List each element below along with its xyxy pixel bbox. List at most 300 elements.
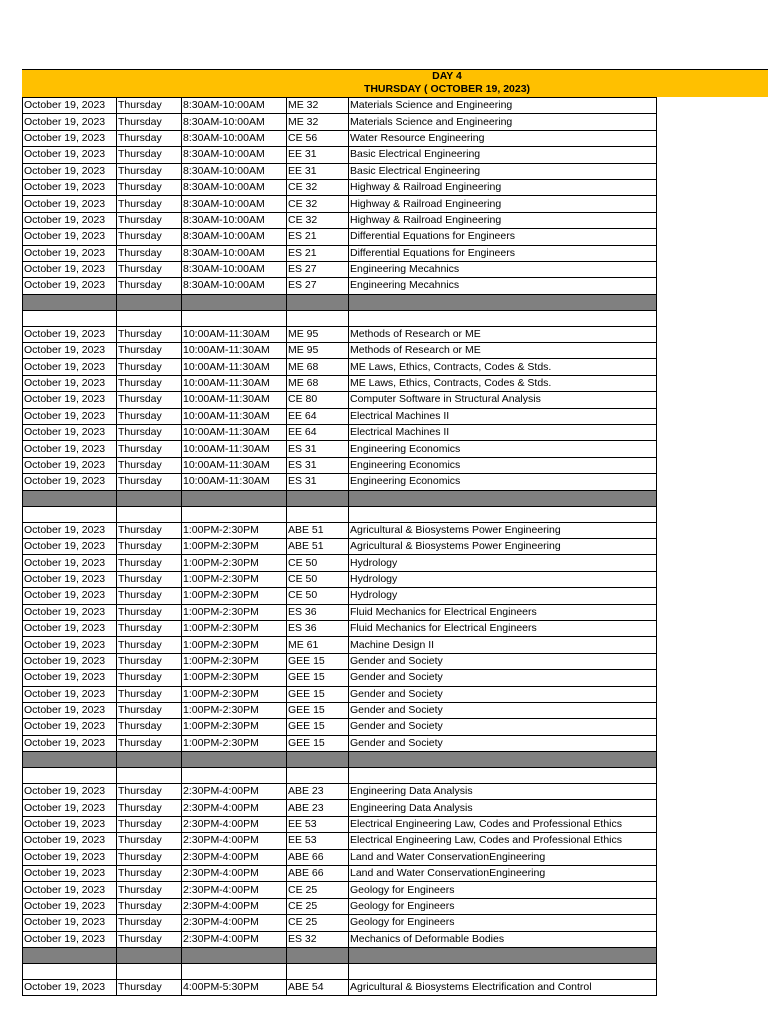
time-cell: 8:30AM-10:00AM [182, 261, 287, 277]
course-code-cell: CE 25 [287, 915, 349, 931]
date-cell: October 19, 2023 [23, 571, 117, 587]
course-code-cell: CE 50 [287, 588, 349, 604]
course-code-cell: ME 68 [287, 359, 349, 375]
table-row [23, 588, 657, 604]
course-title-cell: Fluid Mechanics for Electrical Engineers [349, 620, 657, 636]
separator-cell [117, 947, 182, 963]
table-row [23, 98, 657, 114]
course-title-cell: Machine Design II [349, 637, 657, 653]
day-cell: Thursday [117, 833, 182, 849]
separator-cell [117, 752, 182, 768]
time-cell: 1:00PM-2:30PM [182, 670, 287, 686]
separator-row [23, 947, 657, 963]
day-cell: Thursday [117, 637, 182, 653]
course-title-cell: ME Laws, Ethics, Contracts, Codes & Stds. [349, 359, 657, 375]
table-row [23, 326, 657, 342]
time-cell: 10:00AM-11:30AM [182, 392, 287, 408]
time-cell: 1:00PM-2:30PM [182, 555, 287, 571]
course-title-cell: Materials Science and Engineering [349, 114, 657, 130]
separator-cell [23, 752, 117, 768]
time-cell: 10:00AM-11:30AM [182, 425, 287, 441]
schedule-table [22, 97, 657, 996]
date-cell: October 19, 2023 [23, 882, 117, 898]
table-row [23, 522, 657, 538]
time-cell: 10:00AM-11:30AM [182, 408, 287, 424]
table-row [23, 441, 657, 457]
course-code-cell: ES 31 [287, 457, 349, 473]
course-code-cell: ES 36 [287, 604, 349, 620]
course-title-cell: Land and Water ConservationEngineering [349, 866, 657, 882]
day-cell: Thursday [117, 702, 182, 718]
day-cell: Thursday [117, 114, 182, 130]
course-code-cell: ME 61 [287, 637, 349, 653]
course-code-cell: ABE 51 [287, 522, 349, 538]
course-title-cell: Agricultural & Biosystems Power Engineering [349, 538, 657, 554]
course-title-cell: Agricultural & Biosystems Electrification and Control [349, 979, 657, 995]
day-header [22, 69, 768, 97]
date-cell: October 19, 2023 [23, 425, 117, 441]
course-title-cell: Materials Science and Engineering [349, 98, 657, 114]
date-cell: October 19, 2023 [23, 343, 117, 359]
empty-cell [117, 963, 182, 979]
separator-row [23, 490, 657, 506]
date-cell: October 19, 2023 [23, 784, 117, 800]
course-code-cell: ABE 54 [287, 979, 349, 995]
date-cell: October 19, 2023 [23, 849, 117, 865]
separator-cell [349, 947, 657, 963]
time-cell: 8:30AM-10:00AM [182, 98, 287, 114]
course-code-cell: CE 32 [287, 196, 349, 212]
time-cell: 10:00AM-11:30AM [182, 326, 287, 342]
time-cell: 1:00PM-2:30PM [182, 571, 287, 587]
course-title-cell: Gender and Society [349, 719, 657, 735]
blank-row [23, 506, 657, 522]
day-cell: Thursday [117, 800, 182, 816]
table-row [23, 686, 657, 702]
time-cell: 1:00PM-2:30PM [182, 653, 287, 669]
course-code-cell: ES 32 [287, 931, 349, 947]
course-code-cell: GEE 15 [287, 670, 349, 686]
empty-cell [23, 963, 117, 979]
empty-cell [349, 963, 657, 979]
course-code-cell: ME 32 [287, 98, 349, 114]
day-cell: Thursday [117, 359, 182, 375]
time-cell: 2:30PM-4:00PM [182, 866, 287, 882]
day-cell: Thursday [117, 979, 182, 995]
course-title-cell: Engineering Data Analysis [349, 800, 657, 816]
time-cell: 1:00PM-2:30PM [182, 719, 287, 735]
course-title-cell: Engineering Economics [349, 441, 657, 457]
separator-cell [349, 752, 657, 768]
table-row [23, 653, 657, 669]
time-cell: 8:30AM-10:00AM [182, 278, 287, 294]
separator-cell [287, 752, 349, 768]
day-cell: Thursday [117, 196, 182, 212]
date-cell: October 19, 2023 [23, 375, 117, 391]
table-row [23, 931, 657, 947]
course-title-cell: Highway & Railroad Engineering [349, 196, 657, 212]
course-title-cell: Hydrology [349, 571, 657, 587]
course-code-cell: CE 25 [287, 898, 349, 914]
day-cell: Thursday [117, 212, 182, 228]
date-cell: October 19, 2023 [23, 735, 117, 751]
course-title-cell: Hydrology [349, 588, 657, 604]
course-code-cell: ABE 66 [287, 849, 349, 865]
date-cell: October 19, 2023 [23, 816, 117, 832]
table-row [23, 571, 657, 587]
course-title-cell: Gender and Society [349, 735, 657, 751]
course-title-cell: Differential Equations for Engineers [349, 229, 657, 245]
table-row [23, 229, 657, 245]
time-cell: 10:00AM-11:30AM [182, 457, 287, 473]
day-cell: Thursday [117, 735, 182, 751]
course-title-cell: Gender and Society [349, 670, 657, 686]
empty-cell [349, 506, 657, 522]
course-code-cell: ABE 51 [287, 538, 349, 554]
day-cell: Thursday [117, 408, 182, 424]
day-cell: Thursday [117, 375, 182, 391]
course-title-cell: Electrical Engineering Law, Codes and Professional Ethics [349, 816, 657, 832]
course-code-cell: GEE 15 [287, 719, 349, 735]
table-row [23, 457, 657, 473]
course-title-cell: Electrical Machines II [349, 425, 657, 441]
day-cell: Thursday [117, 538, 182, 554]
separator-cell [23, 490, 117, 506]
table-row [23, 735, 657, 751]
date-cell: October 19, 2023 [23, 130, 117, 146]
separator-cell [182, 490, 287, 506]
course-code-cell: CE 25 [287, 882, 349, 898]
day-cell: Thursday [117, 588, 182, 604]
course-code-cell: ES 27 [287, 261, 349, 277]
table-row [23, 425, 657, 441]
time-cell: 1:00PM-2:30PM [182, 522, 287, 538]
day-cell: Thursday [117, 816, 182, 832]
day-cell: Thursday [117, 163, 182, 179]
table-row [23, 849, 657, 865]
time-cell: 2:30PM-4:00PM [182, 882, 287, 898]
table-row [23, 147, 657, 163]
course-code-cell: ES 31 [287, 441, 349, 457]
course-title-cell: Highway & Railroad Engineering [349, 212, 657, 228]
table-row [23, 719, 657, 735]
date-cell: October 19, 2023 [23, 326, 117, 342]
course-title-cell: Engineering Economics [349, 457, 657, 473]
time-cell: 8:30AM-10:00AM [182, 163, 287, 179]
date-cell: October 19, 2023 [23, 555, 117, 571]
empty-cell [349, 768, 657, 784]
date-cell: October 19, 2023 [23, 98, 117, 114]
time-cell: 8:30AM-10:00AM [182, 114, 287, 130]
empty-cell [287, 963, 349, 979]
day-cell: Thursday [117, 130, 182, 146]
separator-cell [287, 294, 349, 310]
time-cell: 10:00AM-11:30AM [182, 343, 287, 359]
course-code-cell: ABE 23 [287, 784, 349, 800]
course-code-cell: CE 56 [287, 130, 349, 146]
table-row [23, 261, 657, 277]
day-cell: Thursday [117, 882, 182, 898]
day-cell: Thursday [117, 474, 182, 490]
date-cell: October 19, 2023 [23, 408, 117, 424]
course-code-cell: CE 32 [287, 179, 349, 195]
course-title-cell: Hydrology [349, 555, 657, 571]
course-code-cell: ME 68 [287, 375, 349, 391]
time-cell: 10:00AM-11:30AM [182, 441, 287, 457]
table-row [23, 408, 657, 424]
course-title-cell: Differential Equations for Engineers [349, 245, 657, 261]
date-cell: October 19, 2023 [23, 866, 117, 882]
course-code-cell: CE 50 [287, 571, 349, 587]
day-cell: Thursday [117, 278, 182, 294]
separator-cell [117, 294, 182, 310]
date-cell: October 19, 2023 [23, 800, 117, 816]
day-cell: Thursday [117, 555, 182, 571]
day-cell: Thursday [117, 326, 182, 342]
course-title-cell: Basic Electrical Engineering [349, 147, 657, 163]
course-code-cell: ABE 66 [287, 866, 349, 882]
table-row [23, 979, 657, 995]
table-row [23, 833, 657, 849]
empty-cell [117, 768, 182, 784]
time-cell: 2:30PM-4:00PM [182, 898, 287, 914]
blank-row [23, 768, 657, 784]
date-cell: October 19, 2023 [23, 686, 117, 702]
day-cell: Thursday [117, 653, 182, 669]
date-cell: October 19, 2023 [23, 915, 117, 931]
table-row [23, 392, 657, 408]
separator-row [23, 752, 657, 768]
course-code-cell: ES 36 [287, 620, 349, 636]
empty-cell [182, 506, 287, 522]
course-code-cell: GEE 15 [287, 702, 349, 718]
date-cell: October 19, 2023 [23, 979, 117, 995]
table-row [23, 114, 657, 130]
time-cell: 1:00PM-2:30PM [182, 735, 287, 751]
time-cell: 10:00AM-11:30AM [182, 474, 287, 490]
day-cell: Thursday [117, 245, 182, 261]
separator-cell [117, 490, 182, 506]
separator-cell [182, 947, 287, 963]
separator-cell [23, 947, 117, 963]
table-row [23, 130, 657, 146]
table-row [23, 278, 657, 294]
empty-cell [117, 310, 182, 326]
course-title-cell: Engineering Mecahnics [349, 261, 657, 277]
course-code-cell: EE 31 [287, 147, 349, 163]
date-cell: October 19, 2023 [23, 833, 117, 849]
table-row [23, 163, 657, 179]
course-title-cell: Agricultural & Biosystems Power Engineering [349, 522, 657, 538]
table-row [23, 882, 657, 898]
time-cell: 8:30AM-10:00AM [182, 130, 287, 146]
course-code-cell: EE 64 [287, 408, 349, 424]
day-cell: Thursday [117, 915, 182, 931]
date-cell: October 19, 2023 [23, 898, 117, 914]
separator-cell [349, 294, 657, 310]
date-cell: October 19, 2023 [23, 114, 117, 130]
table-row [23, 816, 657, 832]
course-code-cell: EE 64 [287, 425, 349, 441]
date-cell: October 19, 2023 [23, 637, 117, 653]
time-cell: 1:00PM-2:30PM [182, 604, 287, 620]
course-code-cell: EE 31 [287, 163, 349, 179]
schedule-sheet [22, 69, 768, 996]
date-cell: October 19, 2023 [23, 702, 117, 718]
day-cell: Thursday [117, 147, 182, 163]
day-date-title: THURSDAY ( OCTOBER 19, 2023) [363, 83, 531, 95]
day-cell: Thursday [117, 866, 182, 882]
date-cell: October 19, 2023 [23, 245, 117, 261]
table-row [23, 179, 657, 195]
day-cell: Thursday [117, 392, 182, 408]
day-cell: Thursday [117, 98, 182, 114]
separator-cell [182, 752, 287, 768]
date-cell: October 19, 2023 [23, 147, 117, 163]
date-cell: October 19, 2023 [23, 163, 117, 179]
course-title-cell: Water Resource Engineering [349, 130, 657, 146]
table-row [23, 245, 657, 261]
time-cell: 8:30AM-10:00AM [182, 212, 287, 228]
course-code-cell: ME 95 [287, 343, 349, 359]
separator-cell [349, 490, 657, 506]
date-cell: October 19, 2023 [23, 196, 117, 212]
course-code-cell: CE 32 [287, 212, 349, 228]
separator-cell [287, 947, 349, 963]
course-title-cell: Gender and Society [349, 653, 657, 669]
course-title-cell: Gender and Society [349, 686, 657, 702]
day-cell: Thursday [117, 571, 182, 587]
day-cell: Thursday [117, 719, 182, 735]
day-cell: Thursday [117, 261, 182, 277]
time-cell: 2:30PM-4:00PM [182, 816, 287, 832]
table-row [23, 898, 657, 914]
time-cell: 10:00AM-11:30AM [182, 359, 287, 375]
time-cell: 2:30PM-4:00PM [182, 849, 287, 865]
course-title-cell: Gender and Society [349, 702, 657, 718]
date-cell: October 19, 2023 [23, 620, 117, 636]
course-title-cell: Electrical Machines II [349, 408, 657, 424]
empty-cell [117, 506, 182, 522]
empty-cell [182, 310, 287, 326]
course-code-cell: ME 32 [287, 114, 349, 130]
time-cell: 1:00PM-2:30PM [182, 538, 287, 554]
day-cell: Thursday [117, 229, 182, 245]
table-row [23, 343, 657, 359]
course-code-cell: GEE 15 [287, 653, 349, 669]
blank-row [23, 310, 657, 326]
course-code-cell: EE 53 [287, 833, 349, 849]
separator-cell [287, 490, 349, 506]
course-title-cell: Basic Electrical Engineering [349, 163, 657, 179]
course-code-cell: ES 21 [287, 229, 349, 245]
table-row [23, 784, 657, 800]
date-cell: October 19, 2023 [23, 441, 117, 457]
date-cell: October 19, 2023 [23, 522, 117, 538]
day-cell: Thursday [117, 931, 182, 947]
date-cell: October 19, 2023 [23, 212, 117, 228]
course-code-cell: CE 80 [287, 392, 349, 408]
time-cell: 2:30PM-4:00PM [182, 931, 287, 947]
table-row [23, 866, 657, 882]
table-row [23, 359, 657, 375]
course-title-cell: Highway & Railroad Engineering [349, 179, 657, 195]
course-title-cell: Geology for Engineers [349, 882, 657, 898]
empty-cell [287, 310, 349, 326]
course-title-cell: ME Laws, Ethics, Contracts, Codes & Stds. [349, 375, 657, 391]
course-code-cell: ES 21 [287, 245, 349, 261]
day-cell: Thursday [117, 179, 182, 195]
date-cell: October 19, 2023 [23, 588, 117, 604]
date-cell: October 19, 2023 [23, 457, 117, 473]
date-cell: October 19, 2023 [23, 653, 117, 669]
time-cell: 1:00PM-2:30PM [182, 686, 287, 702]
day-cell: Thursday [117, 620, 182, 636]
date-cell: October 19, 2023 [23, 229, 117, 245]
day-cell: Thursday [117, 686, 182, 702]
table-row [23, 555, 657, 571]
empty-cell [349, 310, 657, 326]
separator-cell [23, 294, 117, 310]
day-cell: Thursday [117, 898, 182, 914]
course-code-cell: ABE 23 [287, 800, 349, 816]
time-cell: 1:00PM-2:30PM [182, 588, 287, 604]
date-cell: October 19, 2023 [23, 392, 117, 408]
course-code-cell: EE 53 [287, 816, 349, 832]
date-cell: October 19, 2023 [23, 474, 117, 490]
table-row [23, 474, 657, 490]
table-row [23, 604, 657, 620]
time-cell: 2:30PM-4:00PM [182, 915, 287, 931]
day-cell: Thursday [117, 522, 182, 538]
table-row [23, 702, 657, 718]
course-title-cell: Methods of Research or ME [349, 343, 657, 359]
table-row [23, 620, 657, 636]
day-cell: Thursday [117, 425, 182, 441]
day-cell: Thursday [117, 670, 182, 686]
course-title-cell: Computer Software in Structural Analysis [349, 392, 657, 408]
course-code-cell: ES 31 [287, 474, 349, 490]
table-row [23, 196, 657, 212]
time-cell: 2:30PM-4:00PM [182, 784, 287, 800]
course-code-cell: GEE 15 [287, 686, 349, 702]
empty-cell [23, 768, 117, 784]
empty-cell [182, 963, 287, 979]
date-cell: October 19, 2023 [23, 359, 117, 375]
course-code-cell: CE 50 [287, 555, 349, 571]
table-row [23, 212, 657, 228]
empty-cell [182, 768, 287, 784]
empty-cell [287, 506, 349, 522]
empty-cell [287, 768, 349, 784]
course-title-cell: Fluid Mechanics for Electrical Engineers [349, 604, 657, 620]
separator-row [23, 294, 657, 310]
table-row [23, 375, 657, 391]
day-cell: Thursday [117, 441, 182, 457]
course-title-cell: Geology for Engineers [349, 915, 657, 931]
day-cell: Thursday [117, 784, 182, 800]
course-title-cell: Geology for Engineers [349, 898, 657, 914]
table-row [23, 800, 657, 816]
date-cell: October 19, 2023 [23, 179, 117, 195]
table-row [23, 637, 657, 653]
separator-cell [182, 294, 287, 310]
date-cell: October 19, 2023 [23, 604, 117, 620]
table-row [23, 670, 657, 686]
blank-row [23, 963, 657, 979]
date-cell: October 19, 2023 [23, 719, 117, 735]
course-title-cell: Engineering Economics [349, 474, 657, 490]
